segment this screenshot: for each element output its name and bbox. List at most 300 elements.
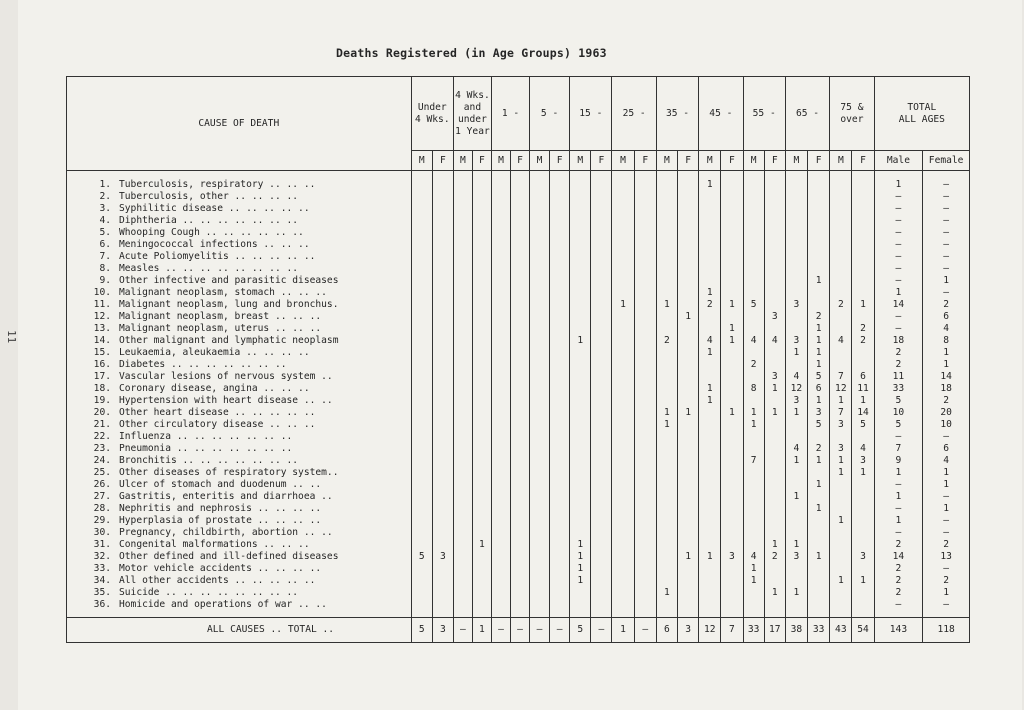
count-cell <box>570 407 591 419</box>
count-cell <box>656 563 677 575</box>
count-cell <box>678 599 699 611</box>
table-row <box>67 287 970 299</box>
count-cell <box>411 299 432 311</box>
count-cell <box>550 275 570 287</box>
totals-cell: – <box>453 618 472 643</box>
count-cell <box>411 179 432 191</box>
count-cell <box>830 179 852 191</box>
cause-name: Homicide and operations of war .. .. <box>119 599 327 610</box>
cause-name: Whooping Cough .. .. .. .. .. .. <box>119 227 304 238</box>
count-cell <box>808 527 830 539</box>
count-cell: 1 <box>699 179 721 191</box>
count-cell <box>453 575 472 587</box>
count-cell <box>591 599 612 611</box>
count-cell <box>721 275 743 287</box>
count-cell <box>830 191 852 203</box>
cause-name: Other heart disease .. .. .. .. .. <box>119 407 316 418</box>
count-cell <box>570 395 591 407</box>
gap-cell <box>678 171 699 180</box>
count-cell <box>570 503 591 515</box>
row-number: 31. <box>93 539 111 550</box>
age-group-label-line: over <box>840 113 864 125</box>
count-cell <box>453 299 472 311</box>
count-cell <box>510 395 529 407</box>
count-cell <box>510 563 529 575</box>
table-row <box>67 227 970 239</box>
count-cell <box>785 263 807 275</box>
count-cell: 12 <box>830 383 852 395</box>
count-cell <box>591 191 612 203</box>
table-row <box>67 431 970 443</box>
count-cell <box>510 359 529 371</box>
count-cell <box>634 515 656 527</box>
count-cell <box>432 371 453 383</box>
count-cell <box>808 491 830 503</box>
count-cell <box>472 227 491 239</box>
count-cell <box>510 443 529 455</box>
count-cell <box>743 347 764 359</box>
cause-cell <box>67 599 412 611</box>
count-cell <box>472 395 491 407</box>
cause-name: Acute Poliomyelitis .. .. .. .. .. <box>119 251 316 262</box>
count-cell <box>591 503 612 515</box>
count-cell <box>634 383 656 395</box>
cause-name: Gastritis, enteritis and diarrhoea .. <box>119 491 333 502</box>
count-cell <box>678 395 699 407</box>
totals-cell: – <box>591 618 612 643</box>
count-cell: 1 <box>852 575 874 587</box>
count-cell: 3 <box>785 395 807 407</box>
count-cell <box>612 539 634 551</box>
count-cell <box>743 491 764 503</box>
table-title: Deaths Registered (in Age Groups) 1963 <box>336 46 607 60</box>
row-number: 18. <box>93 383 111 394</box>
count-cell: 4 <box>785 443 807 455</box>
count-cell <box>830 431 852 443</box>
cause-name: Diphtheria .. .. .. .. .. .. .. <box>119 215 299 226</box>
count-cell: 5 <box>852 419 874 431</box>
count-cell: 1 <box>830 467 852 479</box>
count-cell <box>550 203 570 215</box>
count-cell <box>472 371 491 383</box>
count-cell <box>491 467 510 479</box>
count-cell <box>491 323 510 335</box>
count-cell <box>612 383 634 395</box>
row-number: 19. <box>93 395 111 406</box>
female-total-cell: 13 <box>923 551 970 563</box>
count-cell <box>432 347 453 359</box>
count-cell: 1 <box>743 563 764 575</box>
count-cell <box>530 383 550 395</box>
totals-cell: 54 <box>852 618 874 643</box>
female-total-cell: 14 <box>923 371 970 383</box>
count-cell <box>808 251 830 263</box>
count-cell <box>432 359 453 371</box>
count-cell <box>432 491 453 503</box>
cause-cell <box>67 491 412 503</box>
count-cell: 1 <box>808 503 830 515</box>
female-total-cell: 10 <box>923 419 970 431</box>
age-group-header <box>453 77 491 151</box>
count-cell <box>634 275 656 287</box>
gap-cell <box>764 171 785 180</box>
female-total-cell: – <box>923 227 970 239</box>
row-number: 5. <box>99 227 111 238</box>
count-cell: 5 <box>411 551 432 563</box>
count-cell <box>830 359 852 371</box>
count-cell: 2 <box>808 311 830 323</box>
count-cell <box>453 515 472 527</box>
count-cell <box>530 335 550 347</box>
count-cell <box>785 275 807 287</box>
male-total-cell: 5 <box>874 395 923 407</box>
gap-cell <box>530 171 550 180</box>
deaths-table <box>66 76 970 643</box>
age-group-header <box>411 77 453 151</box>
count-cell <box>612 287 634 299</box>
male-total-cell: 33 <box>874 383 923 395</box>
sex-f-header: F <box>472 151 491 171</box>
count-cell <box>432 467 453 479</box>
totals-cell: – <box>491 618 510 643</box>
count-cell <box>453 275 472 287</box>
count-cell <box>808 563 830 575</box>
row-number: 15. <box>93 347 111 358</box>
female-total-cell: 2 <box>923 575 970 587</box>
count-cell: 3 <box>830 443 852 455</box>
count-cell <box>785 419 807 431</box>
count-cell <box>491 383 510 395</box>
count-cell <box>721 203 743 215</box>
totals-cell: – <box>510 618 529 643</box>
count-cell <box>550 599 570 611</box>
row-number: 30. <box>93 527 111 538</box>
sex-m-header: M <box>491 151 510 171</box>
count-cell <box>721 239 743 251</box>
count-cell <box>453 599 472 611</box>
count-cell <box>453 323 472 335</box>
count-cell <box>453 419 472 431</box>
cause-name: Measles .. .. .. .. .. .. .. .. <box>119 263 299 274</box>
male-total-cell: – <box>874 239 923 251</box>
count-cell <box>852 191 874 203</box>
count-cell <box>721 599 743 611</box>
count-cell <box>472 515 491 527</box>
count-cell: 1 <box>656 299 677 311</box>
count-cell <box>699 431 721 443</box>
gap-cell <box>411 171 432 180</box>
count-cell: 11 <box>852 383 874 395</box>
count-cell: 4 <box>785 371 807 383</box>
row-number: 8. <box>99 263 111 274</box>
count-cell <box>472 527 491 539</box>
count-cell <box>591 179 612 191</box>
cause-cell <box>67 359 412 371</box>
count-cell <box>612 347 634 359</box>
count-cell <box>472 203 491 215</box>
count-cell <box>570 467 591 479</box>
count-cell <box>743 263 764 275</box>
count-cell <box>699 479 721 491</box>
gap-cell <box>591 171 612 180</box>
count-cell <box>530 359 550 371</box>
count-cell <box>411 215 432 227</box>
count-cell <box>491 443 510 455</box>
count-cell <box>530 503 550 515</box>
count-cell <box>678 491 699 503</box>
totals-cell: 43 <box>830 618 852 643</box>
count-cell <box>830 215 852 227</box>
count-cell <box>570 491 591 503</box>
count-cell <box>570 203 591 215</box>
count-cell <box>785 527 807 539</box>
count-cell <box>852 251 874 263</box>
count-cell <box>432 575 453 587</box>
count-cell <box>743 515 764 527</box>
cause-cell <box>67 455 412 467</box>
count-cell <box>491 311 510 323</box>
age-group-header <box>530 77 570 151</box>
count-cell <box>830 227 852 239</box>
count-cell <box>678 335 699 347</box>
count-cell: 1 <box>743 407 764 419</box>
count-cell <box>472 587 491 599</box>
count-cell <box>678 575 699 587</box>
count-cell <box>432 407 453 419</box>
count-cell: 1 <box>852 395 874 407</box>
cause-cell <box>67 587 412 599</box>
gap-cell <box>852 171 874 180</box>
sex-m-header: M <box>699 151 721 171</box>
cause-name: Tuberculosis, other .. .. .. .. <box>119 191 299 202</box>
totals-cell: 17 <box>764 618 785 643</box>
count-cell <box>432 563 453 575</box>
count-cell <box>852 539 874 551</box>
count-cell <box>510 599 529 611</box>
count-cell <box>785 179 807 191</box>
count-cell <box>678 239 699 251</box>
count-cell <box>432 455 453 467</box>
male-total-cell: – <box>874 215 923 227</box>
age-group-label-line: 4 Wks. <box>414 113 450 125</box>
count-cell <box>764 419 785 431</box>
count-cell <box>656 371 677 383</box>
count-cell <box>656 179 677 191</box>
female-total-cell: 8 <box>923 335 970 347</box>
count-cell: 4 <box>743 335 764 347</box>
count-cell <box>634 359 656 371</box>
count-cell: 5 <box>808 371 830 383</box>
count-cell <box>656 575 677 587</box>
count-cell <box>656 527 677 539</box>
cause-name: Vascular lesions of nervous system .. <box>119 371 333 382</box>
count-cell <box>612 419 634 431</box>
count-cell <box>411 383 432 395</box>
count-cell <box>591 419 612 431</box>
count-cell: 6 <box>852 371 874 383</box>
count-cell <box>411 359 432 371</box>
count-cell <box>591 359 612 371</box>
row-gap <box>67 171 970 180</box>
count-cell <box>591 491 612 503</box>
cause-name: Other defined and ill-defined diseases <box>119 551 339 562</box>
table-row <box>67 383 970 395</box>
count-cell <box>678 263 699 275</box>
sex-f-header: F <box>550 151 570 171</box>
cause-name: Nephritis and nephrosis .. .. .. .. <box>119 503 322 514</box>
count-cell <box>530 407 550 419</box>
count-cell <box>550 563 570 575</box>
table-row <box>67 491 970 503</box>
row-number: 10. <box>93 287 111 298</box>
table-row <box>67 527 970 539</box>
count-cell <box>591 515 612 527</box>
count-cell: 1 <box>570 575 591 587</box>
cause-cell <box>67 335 412 347</box>
count-cell <box>550 575 570 587</box>
count-cell <box>656 191 677 203</box>
count-cell <box>612 443 634 455</box>
count-cell: 1 <box>830 515 852 527</box>
count-cell <box>634 179 656 191</box>
count-cell <box>634 347 656 359</box>
count-cell <box>612 335 634 347</box>
count-cell <box>530 575 550 587</box>
count-cell <box>530 527 550 539</box>
count-cell <box>472 503 491 515</box>
male-total-cell: – <box>874 263 923 275</box>
count-cell <box>411 539 432 551</box>
cause-name: Pneumonia .. .. .. .. .. .. .. <box>119 443 293 454</box>
gap-cell <box>923 171 970 180</box>
count-cell: 2 <box>743 359 764 371</box>
male-total-cell: – <box>874 479 923 491</box>
count-cell <box>656 251 677 263</box>
count-cell <box>699 587 721 599</box>
count-cell <box>764 191 785 203</box>
count-cell <box>699 371 721 383</box>
age-group-header <box>612 77 656 151</box>
count-cell <box>530 263 550 275</box>
count-cell <box>764 443 785 455</box>
count-cell <box>472 323 491 335</box>
cause-name: Leukaemia, aleukaemia .. .. .. .. <box>119 347 310 358</box>
count-cell <box>656 467 677 479</box>
count-cell <box>550 491 570 503</box>
gap-cell <box>743 171 764 180</box>
count-cell <box>530 275 550 287</box>
cause-name: Bronchitis .. .. .. .. .. .. .. <box>119 455 299 466</box>
female-total-cell: 1 <box>923 479 970 491</box>
count-cell <box>491 371 510 383</box>
count-cell <box>550 383 570 395</box>
cause-cell <box>67 311 412 323</box>
table-row <box>67 359 970 371</box>
count-cell <box>411 395 432 407</box>
count-cell: 1 <box>808 359 830 371</box>
count-cell: 1 <box>785 407 807 419</box>
row-number: 11. <box>93 299 111 310</box>
count-cell <box>570 179 591 191</box>
count-cell <box>785 515 807 527</box>
male-total-cell: 2 <box>874 587 923 599</box>
count-cell <box>591 227 612 239</box>
table-row <box>67 239 970 251</box>
age-group-label-line: 75 & <box>840 101 864 113</box>
count-cell <box>764 479 785 491</box>
count-cell: 1 <box>785 455 807 467</box>
row-number: 33. <box>93 563 111 574</box>
cause-name: Other infective and parasitic diseases <box>119 275 339 286</box>
count-cell <box>591 575 612 587</box>
count-cell <box>570 251 591 263</box>
count-cell: 1 <box>808 335 830 347</box>
count-cell <box>634 587 656 599</box>
cause-name: Syphilitic disease .. .. .. .. .. <box>119 203 310 214</box>
count-cell <box>634 371 656 383</box>
count-cell <box>591 563 612 575</box>
row-number: 21. <box>93 419 111 430</box>
count-cell: 3 <box>785 299 807 311</box>
age-group-label-line: 55 - <box>752 107 776 119</box>
count-cell <box>699 599 721 611</box>
count-cell: 1 <box>656 407 677 419</box>
count-cell <box>510 299 529 311</box>
count-cell <box>678 299 699 311</box>
gap-cell <box>785 171 807 180</box>
count-cell: 1 <box>612 299 634 311</box>
count-cell <box>678 203 699 215</box>
count-cell <box>591 479 612 491</box>
count-cell <box>721 575 743 587</box>
table-row <box>67 407 970 419</box>
count-cell <box>591 251 612 263</box>
male-total-cell: 1 <box>874 515 923 527</box>
count-cell <box>808 587 830 599</box>
count-cell <box>591 203 612 215</box>
count-cell <box>570 587 591 599</box>
count-cell: 2 <box>808 443 830 455</box>
count-cell <box>411 467 432 479</box>
count-cell <box>550 407 570 419</box>
count-cell <box>678 539 699 551</box>
count-cell <box>634 527 656 539</box>
count-cell <box>491 251 510 263</box>
count-cell <box>453 335 472 347</box>
male-header: Male <box>874 151 923 171</box>
female-total-cell: – <box>923 431 970 443</box>
count-cell <box>432 335 453 347</box>
female-total-cell: 1 <box>923 503 970 515</box>
count-cell <box>721 347 743 359</box>
female-total-cell: – <box>923 287 970 299</box>
count-cell <box>764 323 785 335</box>
count-cell <box>510 179 529 191</box>
sex-f-header: F <box>432 151 453 171</box>
row-number: 27. <box>93 491 111 502</box>
count-cell <box>570 359 591 371</box>
row-number: 12. <box>93 311 111 322</box>
count-cell <box>656 359 677 371</box>
count-cell <box>656 215 677 227</box>
count-cell <box>612 491 634 503</box>
male-total-cell: – <box>874 599 923 611</box>
count-cell <box>530 251 550 263</box>
count-cell <box>612 431 634 443</box>
male-total-cell: – <box>874 227 923 239</box>
count-cell <box>550 515 570 527</box>
count-cell <box>510 263 529 275</box>
